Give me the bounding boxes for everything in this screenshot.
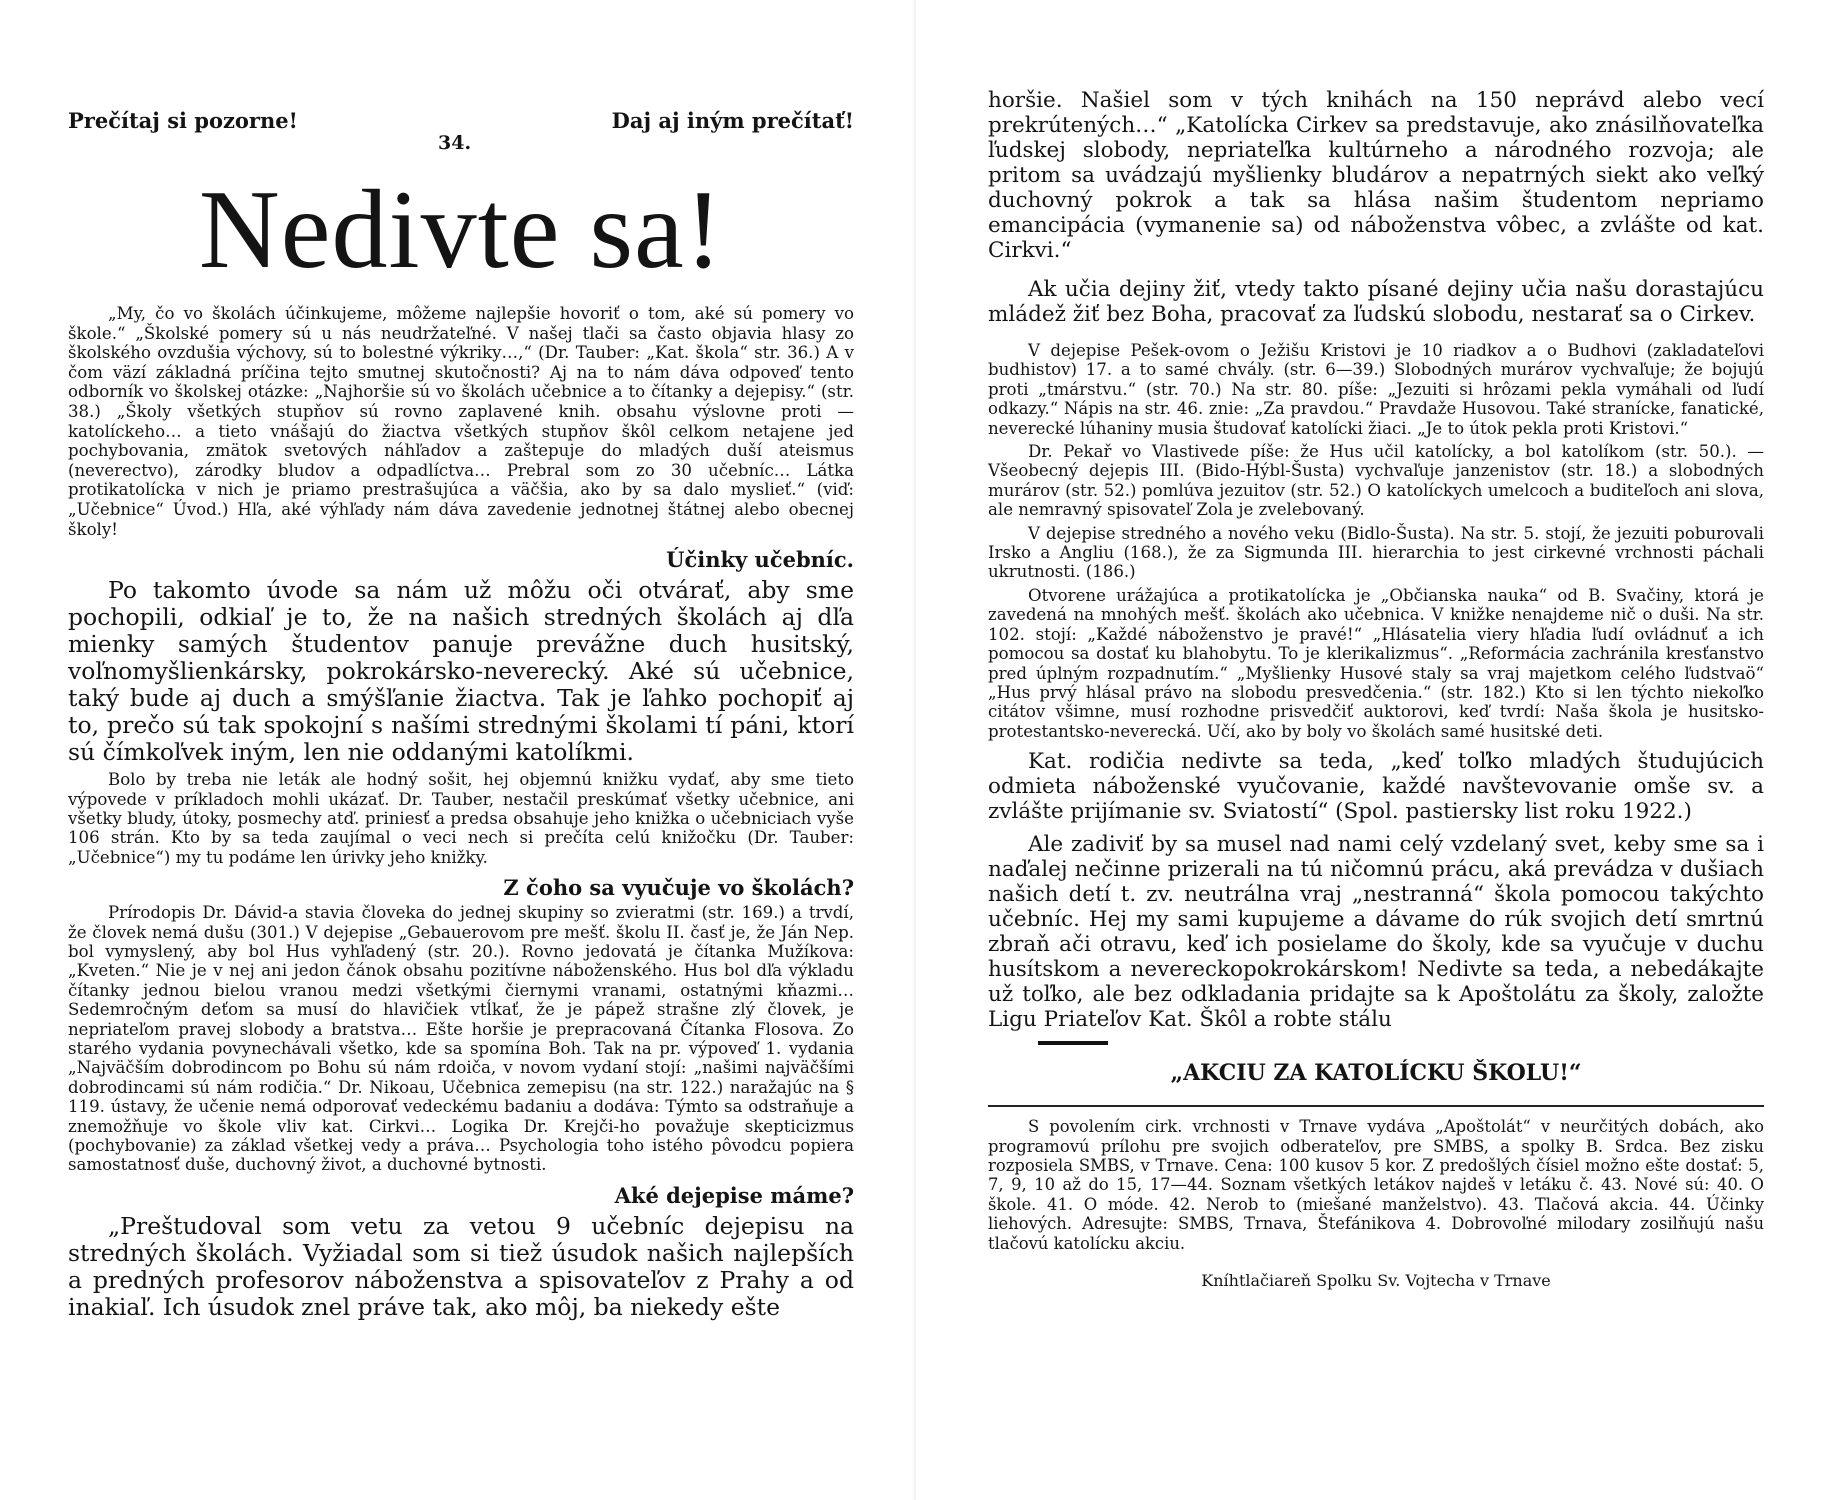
header-left-slogan: Prečítaj si pozorne! [68, 108, 298, 133]
closing-slogan: „AKCIU ZA KATOLÍCKU ŠKOLU!“ [1170, 1060, 1582, 1087]
leaflet-number: 34. [438, 132, 472, 154]
right-column [988, 88, 1764, 1290]
dejepise-big-paragraph: „Preštudoval som vetu za vetou 9 učebníc dejepisu na stredných školách. Vyžiadal som si tiež úsudok našich najlepších a predných profesorov náboženstva a spisovateľov z Prahy a od inakiaľ. Ich úsudok znel práve tak, ako môj, ba niekedy ešte [68, 1211, 854, 1321]
bidlo-paragraph: V dejepise stredného a nového veku (Bidlo-Šusta). Na str. 5. stojí, že jezuiti poburovali Irsko a Angliu (168.), že za Sigmunda III. hierarchia to jest cirkevné vrchnosti páchali ukrutnosti. (186.) [988, 523, 1764, 582]
dejepise-continuation: horšie. Našiel som v tých knihách na 150 neprávd alebo vecí prekrútených…“ „Katolícka Cirkev sa predstavuje, ako znásilňovateľka ľudskej slobody, nepriateľka kultúrneho a národného rozvoja; ale pritom sa uvádzajú myšlienky bludárov a nepatrných siekt ako veľký duchovný pokrok a tak sa hlása našim študentom nepriamo emancipácia (vymanenie sa) od náboženstva vôbec, a zvlášte od kat. Cirkvi.“ [988, 88, 1764, 263]
header-row [68, 96, 854, 154]
zadivit-paragraph: Ale zadiviť by sa musel nad nami celý vzdelaný svet, keby sme sa i naďalej nečinne prizerali na tú ničomnú prácu, aká prevádza v dušiach našich detí t. zv. neutrálna vraj „nestranná“ škola pomocou takýchto učebníc. Hej my sami kupujeme a dávame do rúk svojich detí smrtnú zbraň ači otravu, keď ich posielame do školy, kde sa vyučuje v duchu husítskom a nevereckopokrokárskom! Nedivte sa teda, a nebedákajte už toľko, ale bez odkladania pridajte sa k Apoštolátu za školy, založte Ligu Priateľov Kat. Škôl a robte stálu [988, 832, 1764, 1033]
dejiny-paragraph: Ak učia dejiny žiť, vtedy takto písané dejiny učia našu dorastajúcu mládež žiť bez Boha, pracovať za ľudskú slobodu, nestarať sa o Cirkev. [988, 277, 1764, 327]
heading-dejepise: Aké dejepise máme? [614, 1182, 854, 1208]
rodicia-paragraph: Kat. rodičia nedivte sa teda, „keď toľko mladých študujúcich odmieta náboženské vyučovanie, každé navštevovanie omše sv. a zvlášte prijímanie sv. Sviatostí“ (Spol. pastiersky list roku 1922.) [988, 749, 1764, 825]
left-column [68, 96, 854, 1321]
page-title: Nedivte sa! [198, 168, 724, 292]
divider-rule [988, 1105, 1764, 1107]
ucinky-big-paragraph: Po takomto úvode sa nám už môžu oči otvárať, aby sme pochopili, odkiaľ je to, že na našich stredných školách aj dľa mienky samých študentov panuje prevážne duch husitský, voľnomyšlienkársky, pokrokársko-neverecký. Aké sú učebnice, taký bude aj duch a smýšľanie žiactva. Tak je ľahko pochopiť aj to, prečo sú tak spokojní s našími strednými školami tí páni, ktorí sú čímkoľvek iným, len nie oddanými katolíkmi. [68, 576, 854, 767]
heading-ucinky: Účinky učebníc. [666, 547, 854, 573]
pesek-paragraph: V dejepise Pešek-ovom o Ježišu Kristovi je 10 riadkov a o Budhovi (zakladateľovi budhistov) 17. a to samé chvály. (str. 6—39.) Slobodných murárov vychvaľuje; že bojujú proti „tmárstvu.“ (str. 70.) Na str. 80. píše: „Jezuiti si hrôzami pekla vymáhali od ľudí odkazy.“ Nápis na str. 46. znie: „Za pravdou.“ Pravdaže Husovou. Také stranícke, fanatické, neverecké lúhaniny musia študovať katolícki žiaci. „Je to útok pekla proti Kristovi.“ [988, 341, 1764, 438]
heading-coho: Z čoho sa vyučuje vo školách? [503, 875, 854, 901]
pekar-paragraph: Dr. Pekař vo Vlastivede píše: že Hus učil katolícky, a bol katolíkom (str. 50.). — Všeobecný dejepis III. (Bido-Hýbl-Šusta) vychvaľuje janzenistov (str. 18.) a slobodných murárov (str. 52.) pomlúva jezuitov (str. 52.) O katolíckych umelcoch a buditeľoch ani slova, ale nemravný spisovateľ Zola je zvelebovaný. [988, 442, 1764, 520]
printer-credit: Kníhtlačiareň Spolku Sv. Vojtecha v Trnave [1201, 1270, 1551, 1290]
ucinky-small-paragraph: Bolo by treba nie leták ale hodný sošit, hej objemnú knižku vydať, aby sme tieto výpovede v príkladoch mohli ukázať. Dr. Tauber, nestačil preskúmať všetky učebnice, ani všetky bludy, útoky, posmechy atď. priniesť a predsa obsahuje jeho knižka o učebniciach vyše 106 strán. Kto by sa teda zaujímal o veci nech si prečíta celú knižočku (Dr. Tauber: „Učebnice“) my tu podáme len úrivky jeho knižky. [68, 770, 854, 867]
header-right-slogan: Daj aj iným prečítať! [611, 108, 854, 133]
coho-paragraph: Prírodopis Dr. Dávid-a stavia človeka do jednej skupiny so zvieratmi (str. 169.) a trvdí, že človek nemá dušu (301.) V dejepise „Gebauerovom pre mešť. školu II. časť je, že Ján Nep. bol vymyslený, aby bol Hus vyhľadený (str. 20.). Rovno jedovatá je čítanka Mužíkova: „Kveten.“ Nie je v nej ani jedon čánok obsahu pozitívne náboženského. Hus bol dľa výkladu čítanky jednou bielou vranou medzi všetkými čiernymi vranami, ostatnými kňazmi… Sedemročným deťom sa musí do hlavičiek vtĺkať, že je pápež strašne zlý človek, je nepriateľom pravej slobody a bratstva… Ešte horšie je prepracovaná Čítanka Flosova. Zo starého vydania povynechávali všetko, kde sa spomína Boh. Tak na pr. výpoveď 1. vydania „Najväčším dobrodincom po Bohu sú nám rdoiča, v novom vydaní stojí: „našimi najväčšími dobrodincami sú nám rodičia.“ Dr. Nikoau, Učebnica zemepisu (na str. 122.) naražajúc na § 119. ústavy, že učenie nemá odporovať vedeckému badaniu a dodáva: Týmto sa odstraňuje a znemožňuje vo škole vliv kat. Cirkvi… Logika Dr. Krejči-ho považuje skepticizmus (pochybovanie) za základ všetkej vedy a práva… Psychologia toho istého pôvodcu popiera samostatnosť duše, duchovný život, a duchovné bytnosti. [68, 903, 854, 1175]
intro-quote: „My, čo vo školách účinkujeme, môžeme najlepšie hovoriť o tom, aké sú pomery vo škole.“ „Školské pomery sú u nás neudržateľné. V našej tlači sa často objavia hlasy zo školského ovzdušia výchovy, sú to bolestné výkriky…,“ (Dr. Tauber: „Kat. škola“ str. 36.) A v čom väzí základná príčina tejto smutnej skutočnosti? Aj na to nám dáva odpoveď tento odborník vo školskej otázke: „Najhoršie sú vo školách učebnice a to čítanky a dejepisy.“ (str. 38.) „Školy všetkých stupňov sú rovno zaplavené knih. obsahu výslovne proti — katolíckeho… a tieto vnášajú do žiactva všetkých stupňov škôl celkom netajene jed pochybovania, zmätok svetových náhľadov a zaštepuje do mladých duší ateismus (neverectvo), zárodky bludov a odpadlíctva… Prebral som zo 30 učebníc… Látka protikatolícka v nich je priamo prestrašujúca a väčšia, ako by sa dalo myslieť.“ (viď: „Učebnice“ Úvod.) Hľa, aké výhľady nám dáva zavedenie jednotnej štátnej alebo obecnej školy! [68, 304, 854, 539]
right-page [916, 0, 1832, 1500]
imprint-notice: S povolením cirk. vrchnosti v Trnave vydáva „Apoštolát“ v neurčitých dobách, ako programovú prílohu pre svojich odberateľov, pre SMBS, a spolky B. Srdca. Bez zisku rozposiela SMBS, v Trnave. Cena: 100 kusov 5 kor. Z predošlých čísiel možno ešte dostať: 5, 7, 9, 10 až do 15, 17—44. Soznam všetkých letákov najdeš v letáku č. 43. Nové sú: 40. O škole. 41. O móde. 42. Nerob to (miešané manželstvo). 43. Tlačová akcia. 44. Účinky liehových. Adresujte: SMBS, Trnava, Štefánikova 4. Dobrovoľné milodary zosilňujú našu tlačovú katolícku akciu. [988, 1117, 1764, 1253]
ink-underline [988, 1032, 1764, 1051]
svacina-paragraph: Otvorene urážajúca a protikatolícka je „Občianska nauka“ od B. Svačiny, ktorá je zavedená na mnohých mešť. školách ako učebnica. V knižke nenajdeme nič o duši. Na str. 102. stojí: „Každé náboženstvo je pravé!“ „Hlásatelia viery hľadia ľudí ovládnuť a ich pomocou sa dostať ku blahobytu. To je klerikalizmus“. „Reformácia zachránila kresťanstvo pred úplným rozpadnutím.“ „Myšlienky Husové staly sa vraj majetkom celého ľudstvaö“ „Hus prvý hlásal právo na slobodu presvedčenia.“ (str. 182.) Kto si len týchto niekoľko citátov všimne, musí rozhodne prisvedčiť auktorovi, keď tvrdí: Naša škola je husitsko-protestantsko-neverecká. Učí, ako by boly vo školách samé husitské deti. [988, 585, 1764, 741]
